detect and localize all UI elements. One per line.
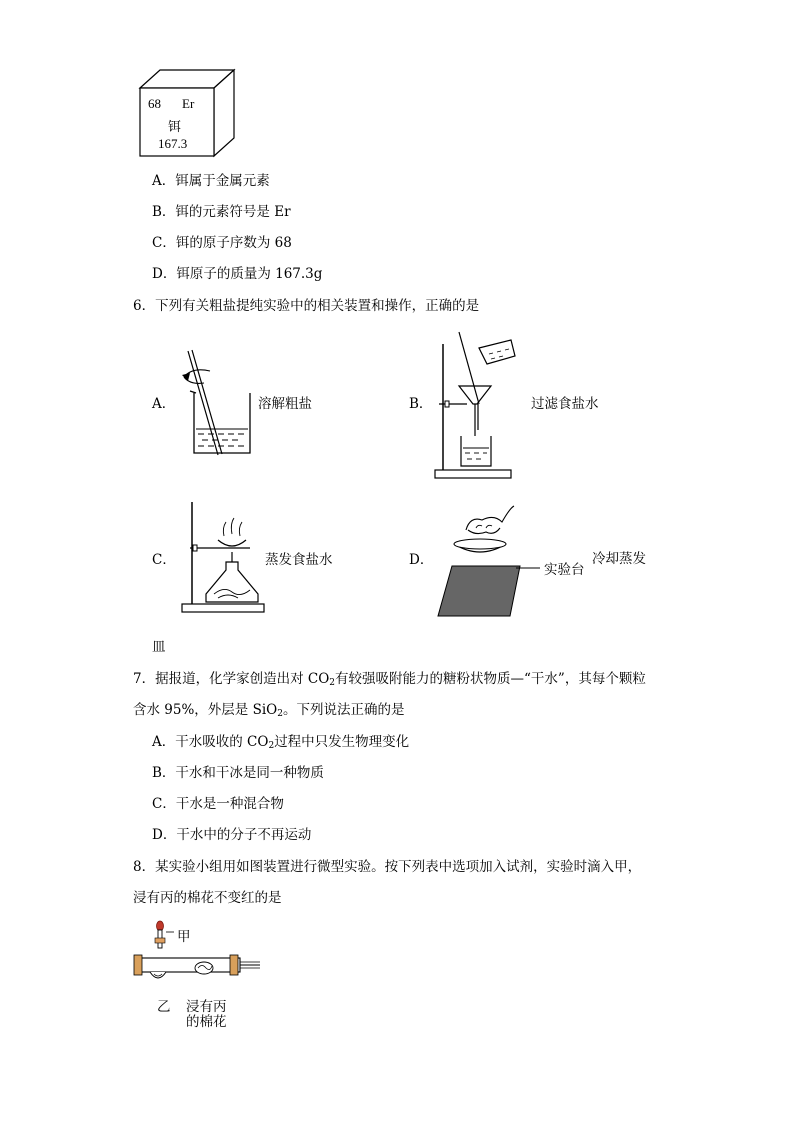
q8-label-bing-line1: 浸有丙 — [186, 999, 227, 1015]
q6-option-a-caption: 溶解粗盐 — [258, 396, 312, 412]
q6-option-d-caption: 冷却蒸发 — [592, 551, 646, 567]
element-name: 铒 — [168, 119, 182, 134]
q6-option-d-letter: D． — [409, 552, 434, 568]
q8-stem-line1: 8．某实验小组用如图装置进行微型实验。按下列表中选项加入试剂，实验时滴入甲， — [133, 859, 642, 875]
dissolve-beaker-figure — [178, 345, 258, 460]
micro-experiment-figure — [130, 918, 265, 988]
element-card-cube — [138, 68, 238, 158]
element-number: 68 — [148, 96, 161, 111]
q7-option-d: D．干水中的分子不再运动 — [152, 827, 312, 843]
q7-stem-line1: 7．据报道，化学家创造出对 $CO_2$有较强吸附能力的糖粉状物质—“干水”，其每个颗粒 — [133, 671, 646, 688]
q8-stem-line2: 浸有丙的棉花不变红的是 — [133, 890, 282, 906]
q6-option-a-letter: A． — [152, 396, 176, 412]
q5-option-a: A．铒属于金属元素 — [152, 173, 270, 189]
q5-option-c: C．铒的原子序数为 68 — [152, 235, 292, 251]
cooling-evaporating-dish-figure — [432, 500, 542, 620]
q7-stem-line2: 含水 95%，外层是 SiO$_2$。下列说法正确的是 — [133, 702, 405, 719]
q6-option-c-letter: C． — [152, 552, 176, 568]
element-card — [138, 68, 238, 158]
q5-option-d: D．铒原子的质量为 167.3g — [152, 266, 323, 282]
q6-stem: 6．下列有关粗盐提纯实验中的相关装置和操作，正确的是 — [133, 298, 480, 314]
q6-option-d-pointer-label: 实验台 — [544, 562, 585, 578]
stray-character: 皿 — [152, 639, 166, 655]
q6-option-b-caption: 过滤食盐水 — [531, 396, 599, 412]
q7-option-a: A．干水吸收的 $CO_2$过程中只发生物理变化 — [152, 734, 410, 751]
q8-label-bing-line2: 的棉花 — [186, 1014, 227, 1030]
q7-option-c: C．干水是一种混合物 — [152, 796, 284, 812]
q6-option-b-letter: B． — [409, 396, 433, 412]
evaporation-apparatus-figure — [178, 498, 268, 616]
q8-label-jia: 甲 — [177, 929, 191, 945]
element-mass: 167.3 — [158, 136, 188, 151]
q6-option-c-caption: 蒸发食盐水 — [265, 552, 333, 568]
q7-option-b: B．干水和干冰是同一种物质 — [152, 765, 324, 781]
q8-label-yi: 乙 — [157, 999, 171, 1015]
element-symbol: Er — [182, 96, 195, 111]
filtration-apparatus-figure — [425, 330, 525, 485]
q5-option-b: B．铒的元素符号是 Er — [152, 204, 291, 220]
